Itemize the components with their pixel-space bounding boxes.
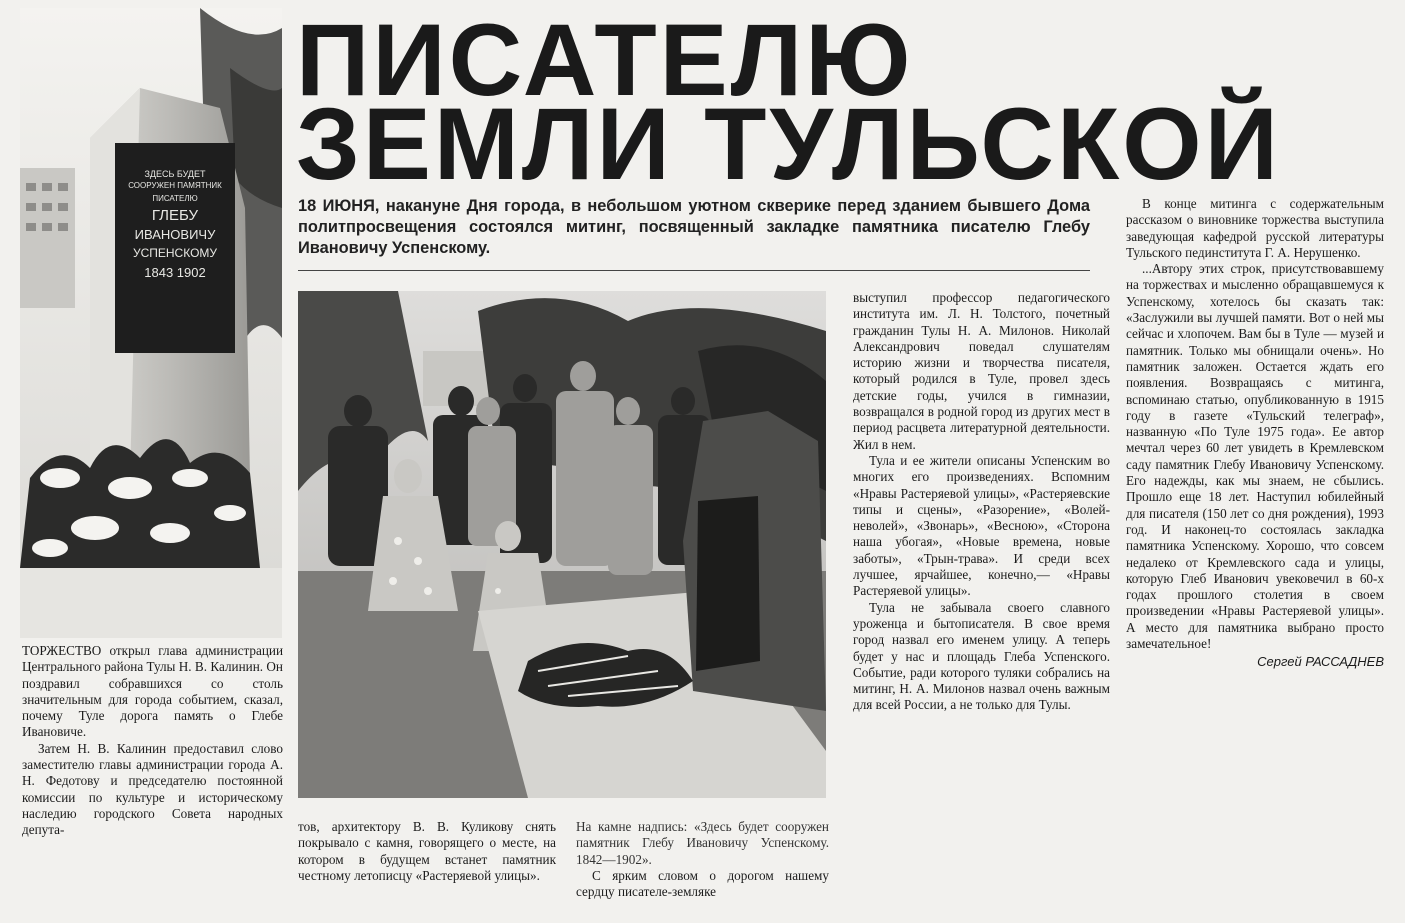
- author-signature: Сергей РАССАДНЕВ: [1257, 654, 1384, 670]
- lead-rule: [298, 270, 1090, 271]
- monument-illustration: [20, 8, 282, 638]
- column-5: [1126, 196, 1384, 671]
- col1-paragraph-1: [22, 643, 283, 741]
- col4-paragraph-3: Тула не забывала своего славного уроженца и бытописателя. В свое время город назвал его именем улицу. А теперь будет у нас и площадь Глеба Успенского. Событие, ради которого туляки собрались на митинг, Н. А. Милонов назвал очень важным для всей России, а не только для Тулы.: [853, 599, 1110, 713]
- lead-text: накануне Дня города, в небольшом уютном скверике перед зданием бывшего Дома политпросвещения состоялся митинг, посвященный закладке памятника писателю Глебу Ивановичу Успенскому.: [298, 197, 1090, 257]
- headline-line-2: ЗЕМЛИ ТУЛЬСКОЙ: [296, 87, 1281, 201]
- ceremony-illustration: [298, 291, 826, 798]
- plaque-line: 1843 1902: [144, 265, 206, 280]
- monument-plaque-text: [115, 168, 235, 284]
- caption-col-paragraph-2: С ярким словом о дорогом нашему сердцу писателе-земляке: [576, 867, 829, 900]
- monument-photo: [20, 8, 282, 638]
- col1-lead-word: ТОРЖЕСТВО: [22, 643, 102, 658]
- photo-caption: На камне надпись: «Здесь будет сооружен памятник Глебу Ивановичу Успенскому. 1842—1902».: [576, 819, 829, 867]
- photo-caption-column: [576, 819, 829, 900]
- col5-paragraph-2: ...Автору этих строк, присутствовавшему на торжествах и мысленно обращавшемуся к Успенскому, хотелось бы сказать так: «Заслужили вы лучшей памяти. Вот о ней мы сейчас и хлопочем. Вам бы в Туле — музей и памятник. Только мы обнищали очень». Но памятник заложен. Остается ждать его появления. Возвращаясь с митинга, вспоминаю статью, опубликованную в 1915 году в газете «Тульский телеграф», названную «По Туле 1975 года». Ее автор мечтал через 60 лет увидеть в Кремлевском саду памятник Глебу Ивановичу Успенскому. Его надежды, как мы знаем, не сбылись. Прошло еще 18 лет. Наступил юбилейный для писателя (150 лет со дня рождения), 1993 год. И наконец-то состоялась закладка памятника Успенскому. Хорошо, что совсем недалеко от Кремлевского сада и улицы, которую Глеб Иванович увековечил в 60-х годах прошлого столетия в своем произведении «Нравы Растеряевой улицы». А место для памятника выбрано просто замечательное!: [1126, 261, 1384, 652]
- col1-paragraph-2: Затем Н. В. Калинин предоставил слово заместителю главы администрации города А. Н. Федотову и председателю постоянной комиссии по культуре и историческому наследию городского Совета народных депута-: [22, 740, 283, 838]
- ceremony-photo: [298, 291, 826, 798]
- headline-line-1: ПИСАТЕЛЮ: [296, 3, 914, 117]
- lead-date: 18 ИЮНЯ,: [298, 197, 380, 215]
- col4-paragraph-2: Тула и ее жители описаны Успенским во многих его произведениях. Вспомним «Нравы Растеряевой улицы», «Растеряевские типы и сцены», «Разорение», «Волей-неволей», «Звонарь», «Весною», «Сторона наша убогая», «Новые времена, новые заботы», «Трын-трава». И среди всех лучшее, ярчайшее, конечно,— «Нравы Растеряевой улицы».: [853, 452, 1110, 599]
- plaque-line: СООРУЖЕН ПАМЯТНИК: [128, 181, 222, 190]
- plaque-line: ЗДЕСЬ БУДЕТ: [144, 169, 206, 179]
- column-4: [853, 290, 1110, 714]
- col1-p1-text: открыл глава администрации Центрального района Тулы Н. В. Калинин. Он поздравил собравшихся со столь значительным для города событием, сказал, почему Туле дорога память о Глебе Ивановиче.: [22, 643, 284, 740]
- lead-paragraph: [298, 196, 1090, 259]
- column-2: [298, 819, 556, 884]
- col4-paragraph-1: выступил профессор педагогического института им. Л. Н. Толстого, почетный гражданин Тулы Н. А. Милонов. Николай Александрович поведал слушателям историю жизни и творчества писателя, который родился в Туле, провел здесь детские годы, учился в гимназии, возвращался в родной город из других мест в период расцвета литературной деятельности. Жил в нем.: [853, 290, 1110, 452]
- plaque-line: ПИСАТЕЛЮ: [152, 194, 198, 203]
- plaque-line: ИВАНОВИЧУ: [134, 227, 216, 242]
- col5-paragraph-1: В конце митинга с содержательным рассказом о виновнике торжества выступила заведующая кафедрой русской литературы Тульского пединститута Г. А. Нерушенко.: [1126, 196, 1384, 260]
- plaque-line: УСПЕНСКОМУ: [132, 246, 218, 260]
- col2-paragraph-1: тов, архитектору В. В. Куликову снять покрывало с камня, говорящего о месте, на котором в будущем встанет памятник честному летописцу «Растеряевой улицы».: [298, 819, 556, 883]
- column-1: [22, 643, 283, 839]
- plaque-line: ГЛЕБУ: [151, 207, 199, 224]
